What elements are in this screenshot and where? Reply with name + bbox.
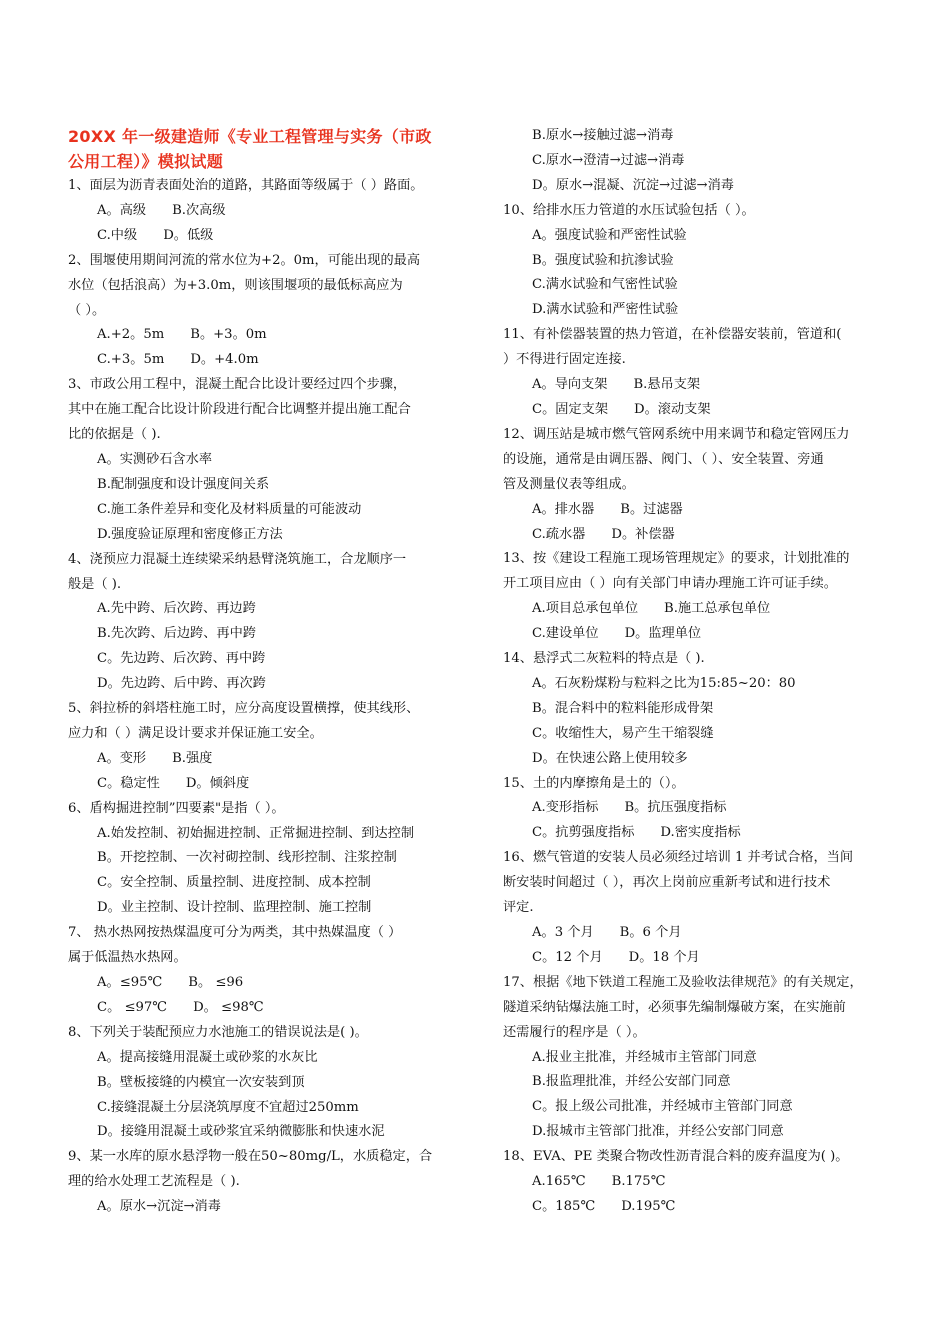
- answer-option: B。强度试验和抗渗试验: [532, 252, 674, 268]
- answer-options-line: [503, 796, 898, 821]
- answer-option: B.次高级: [172, 202, 226, 218]
- answer-options-line: [503, 722, 898, 747]
- answer-option: B。过滤器: [620, 501, 683, 517]
- answer-options-line: [68, 1096, 456, 1121]
- question-text-line: 比的依据是（ ).: [68, 427, 161, 443]
- question-text-line: 3、市政公用工程中，混凝土配合比设计要经过四个步骤，: [68, 377, 407, 393]
- answer-options-line: [503, 124, 898, 149]
- answer-options-line: [503, 373, 898, 398]
- answer-options-line: [68, 473, 456, 498]
- question-text-line: 11、有补偿器装置的热力管道，在补偿器安装前，管道和(: [503, 327, 842, 343]
- question-text-line: 8、下列关于装配预应力水池施工的错误说法是( )。: [68, 1024, 368, 1040]
- exam-title-line-1: 20XX 年一级建造师《专业工程管理与实务（市政: [68, 127, 432, 146]
- answer-option: A。≤95℃: [97, 975, 163, 990]
- answer-options-line: [503, 398, 898, 423]
- question-text-line: 18、EVA、PE 类聚合物改性沥青混合料的废弃温度为( )。: [503, 1149, 849, 1165]
- question-text-line: 13、按《建设工程施工现场管理规定》的要求，计划批准的: [503, 551, 850, 567]
- answer-option: B.施工总承包单位: [664, 601, 771, 617]
- question-text-line: 6、盾构掘进控制”四要素"是指（ ）。: [68, 800, 285, 816]
- answer-option: C。报上级公司批准，并经城市主管部门同意: [532, 1099, 793, 1115]
- answer-option: B.175℃: [611, 1174, 666, 1190]
- answer-option: A。排水器: [532, 501, 595, 517]
- right-column: [503, 124, 898, 1220]
- answer-option: D。+4.0m: [190, 352, 259, 368]
- answer-option: A。实测砂石含水率: [97, 451, 213, 467]
- answer-option: D。低级: [163, 227, 214, 243]
- answer-options-line: [503, 224, 898, 249]
- answer-option: D.强度验证原理和密度修正方法: [97, 526, 283, 542]
- answer-option: C。安全控制、质量控制、进度控制、成本控制: [97, 875, 371, 891]
- answer-options-line: [68, 871, 456, 896]
- answer-option: A。强度试验和严密性试验: [532, 227, 687, 243]
- answer-option: B。混合料中的粒料能形成骨架: [532, 700, 714, 716]
- answer-options-line: [68, 971, 456, 996]
- answer-option: D。倾斜度: [185, 775, 250, 791]
- answer-option: B。抗压强度指标: [624, 800, 727, 816]
- answer-options-line: [503, 1095, 898, 1120]
- answer-option: C.+3。5m: [97, 352, 165, 368]
- answer-options-line: [68, 199, 456, 224]
- answer-options-line: [503, 697, 898, 722]
- answer-option: A。石灰粉煤粉与粒料之比为15:85~20：80: [532, 675, 796, 691]
- answer-options-line: [68, 1046, 456, 1071]
- answer-option: C。固定支架: [532, 401, 609, 417]
- answer-options-line: [503, 249, 898, 274]
- answer-options-line: [503, 298, 898, 323]
- question-text-line: 10、给排水压力管道的水压试验包括（ ）。: [503, 202, 755, 218]
- answer-option: B。 ≤96: [188, 975, 244, 990]
- question-text-line: 17、根据《地下铁道工程施工及验收法律规范》的有关规定，: [503, 974, 863, 990]
- answer-options-line: [68, 846, 456, 871]
- question-text-line: 5、斜拉桥的斜塔柱施工时，应分高度设置横撑，使其线形、: [68, 701, 420, 717]
- answer-options-line: [68, 348, 456, 373]
- answer-option: C.接缝混凝土分层浇筑厚度不宜超过250mm: [97, 1099, 359, 1115]
- answer-option: C.疏水器: [532, 526, 586, 542]
- question-text-line: 理的给水处理工艺流程是（ ).: [68, 1174, 240, 1190]
- answer-option: A.165℃: [532, 1174, 586, 1190]
- answer-option: B.先次跨、后边跨、再中跨: [97, 626, 256, 642]
- answer-options-line: [503, 946, 898, 971]
- answer-options-line: [68, 523, 456, 548]
- answer-option: A.始发控制、初始掘进控制、正常掘进控制、到达控制: [97, 825, 415, 841]
- answer-options-line: [68, 896, 456, 921]
- answer-options-line: [503, 1170, 898, 1195]
- question-text-line: 16、燃气管道的安装人员必须经过培训 1 并考试合格，当间: [503, 850, 854, 866]
- question-text-line: 9、某一水库的原水悬浮物一般在50~80mg/L，水质稳定，合: [68, 1149, 433, 1165]
- answer-options-line: [68, 498, 456, 523]
- answer-options-line: [68, 224, 456, 249]
- question-text-line: 隧道采纳钻爆法施工时，必须事先编制爆破方案，在实施前: [503, 999, 846, 1015]
- answer-option: A.+2。5m: [97, 327, 165, 343]
- question-text-line: 2、围堰使用期间河流的常水位为+2。0m，可能出现的最高: [68, 252, 421, 268]
- answer-options-line: [68, 1071, 456, 1096]
- answer-options-line: [68, 597, 456, 622]
- answer-options-line: [503, 498, 898, 523]
- question-text-line: （ ）。: [68, 302, 106, 318]
- answer-options-line: [503, 149, 898, 174]
- question-text-line: 其中在施工配合比设计阶段进行配合比调整并提出施工配合: [68, 402, 411, 418]
- answer-options-line: [68, 1120, 456, 1145]
- answer-options-line: [68, 647, 456, 672]
- answer-options-line: [68, 822, 456, 847]
- question-text-line: 14、悬浮式二灰粒料的特点是（ ).: [503, 651, 705, 667]
- question-text-line: 的设施，通常是由调压器、阀门、（ ）、安全装置、旁通: [503, 451, 824, 467]
- answer-option: D.密实度指标: [660, 825, 741, 841]
- answer-option: D。原水→混凝、沉淀→过滤→消毒: [532, 177, 734, 193]
- answer-option: C。185℃: [532, 1198, 596, 1214]
- answer-option: D。业主控制、设计控制、监理控制、施工控制: [97, 900, 372, 916]
- question-text-line: 12、调压站是城市燃气管网系统中用来调节和稳定管网压力: [503, 426, 850, 442]
- answer-options-line: [503, 1195, 898, 1220]
- answer-options-line: [503, 1120, 898, 1145]
- question-text-line: ）不得进行固定连接.: [503, 352, 626, 368]
- answer-option: C。12 个月: [532, 949, 603, 965]
- answer-option: D。18 个月: [628, 949, 700, 965]
- answer-options-line: [503, 747, 898, 772]
- answer-option: A。原水→沉淀→消毒: [97, 1199, 221, 1215]
- question-text-line: 7、 热水热网按热煤温度可分为两类，其中热媒温度（ ）: [68, 925, 402, 941]
- question-text-line: 属于低温热水热网。: [68, 950, 187, 966]
- exam-title-line-2: 公用工程）》模拟试题: [68, 152, 224, 171]
- answer-options-line: [503, 622, 898, 647]
- answer-option: C.施工条件差异和变化及材料质量的可能波动: [97, 501, 362, 517]
- question-text-line: 1、面层为沥青表面处治的道路，其路面等级属于（ ）路面。: [68, 178, 424, 193]
- answer-options-line: [68, 672, 456, 697]
- question-text-line: 管及测量仪表等组成。: [503, 476, 635, 492]
- answer-option: B.原水→接触过滤→消毒: [532, 128, 674, 143]
- answer-option: A。3 个月: [532, 925, 594, 940]
- answer-option: A.先中跨、后次跨、再边跨: [97, 601, 256, 617]
- answer-option: A.项目总承包单位: [532, 601, 639, 617]
- answer-option: D.195℃: [621, 1198, 676, 1214]
- answer-options-line: [68, 996, 456, 1021]
- answer-option: B.配制强度和设计强度间关系: [97, 476, 270, 492]
- question-text-line: 水位（包括浪高）为+3.0m，则该围堰项的最低标高应为: [68, 277, 403, 293]
- answer-option: D。在快速公路上使用较多: [532, 750, 688, 766]
- answer-options-line: [68, 1195, 456, 1220]
- question-text-line: 断安装时间超过（ ），再次上岗前应重新考试和进行技术: [503, 875, 831, 891]
- answer-option: C.满水试验和气密性试验: [532, 277, 678, 293]
- answer-options-line: [68, 448, 456, 473]
- answer-options-line: [503, 672, 898, 697]
- answer-option: A.变形指标: [532, 800, 599, 816]
- question-text-line: 评定.: [503, 900, 534, 916]
- answer-option: C。抗剪强度指标: [532, 825, 635, 841]
- answer-option: C。稳定性: [97, 775, 160, 791]
- answer-option: D。先边跨、后中跨、再次跨: [97, 676, 266, 692]
- left-column: [68, 124, 456, 1220]
- answer-option: A.报业主批准，并经城市主管部门同意: [532, 1049, 757, 1065]
- answer-options-line: [503, 523, 898, 548]
- answer-option: D。滚动支架: [634, 401, 711, 417]
- question-text-line: 开工项目应由（ ）向有关部门申请办理施工许可证手续。: [503, 576, 837, 592]
- question-text-line: 般是（ ).: [68, 576, 122, 592]
- answer-option: C.建设单位: [532, 626, 599, 642]
- answer-option: B.报监理批准，并经公安部门同意: [532, 1074, 731, 1090]
- answer-options-line: [503, 1070, 898, 1095]
- answer-options-line: [503, 921, 898, 946]
- answer-options-line: [68, 747, 456, 772]
- answer-option: A。变形: [97, 750, 147, 766]
- answer-options-line: [68, 622, 456, 647]
- answer-option: D.满水试验和严密性试验: [532, 302, 679, 318]
- answer-option: A。高级: [97, 202, 147, 218]
- answer-option: C.中级: [97, 227, 138, 243]
- answer-options-line: [68, 323, 456, 348]
- answer-options-line: [503, 273, 898, 298]
- answer-option: B.悬吊支架: [633, 377, 701, 393]
- question-text-line: 4、浇预应力混凝土连续梁采纳悬臂浇筑施工，合龙顺序一: [68, 551, 407, 567]
- answer-option: C。 ≤97℃: [97, 999, 168, 1015]
- answer-option: D。补偿器: [611, 526, 675, 542]
- answer-option: D.报城市主管部门批准，并经公安部门同意: [532, 1124, 784, 1140]
- answer-options-line: [503, 821, 898, 846]
- answer-option: C。收缩性大，易产生干缩裂缝: [532, 725, 714, 741]
- answer-option: C。先边跨、后次跨、再中跨: [97, 651, 266, 667]
- question-text-line: 15、土的内摩擦角是土的（）。: [503, 775, 685, 791]
- answer-option: B.强度: [172, 750, 213, 766]
- question-text-line: 还需履行的程序是（ ）。: [503, 1024, 646, 1040]
- answer-option: B。壁板接缝的内模宜一次安装到顶: [97, 1074, 305, 1090]
- answer-option: B。+3。0m: [190, 327, 267, 343]
- answer-option: D。接缝用混凝土或砂浆宜采纳微膨胀和快速水泥: [97, 1124, 385, 1140]
- answer-option: D。监理单位: [624, 626, 702, 642]
- answer-options-line: [68, 772, 456, 797]
- answer-option: B。开挖控制、一次衬砌控制、线形控制、注浆控制: [97, 850, 397, 866]
- answer-option: B。6 个月: [619, 925, 682, 940]
- answer-option: A。提高接缝用混凝土或砂浆的水灰比: [97, 1049, 318, 1065]
- question-text-line: 应力和（ ）满足设计要求并保证施工安全。: [68, 725, 323, 741]
- answer-option: D。 ≤98℃: [193, 999, 264, 1015]
- answer-options-line: [503, 597, 898, 622]
- answer-option: C.原水→澄清→过滤→消毒: [532, 152, 685, 168]
- answer-option: A。导向支架: [532, 377, 608, 393]
- answer-options-line: [503, 174, 898, 199]
- answer-options-line: [503, 1046, 898, 1071]
